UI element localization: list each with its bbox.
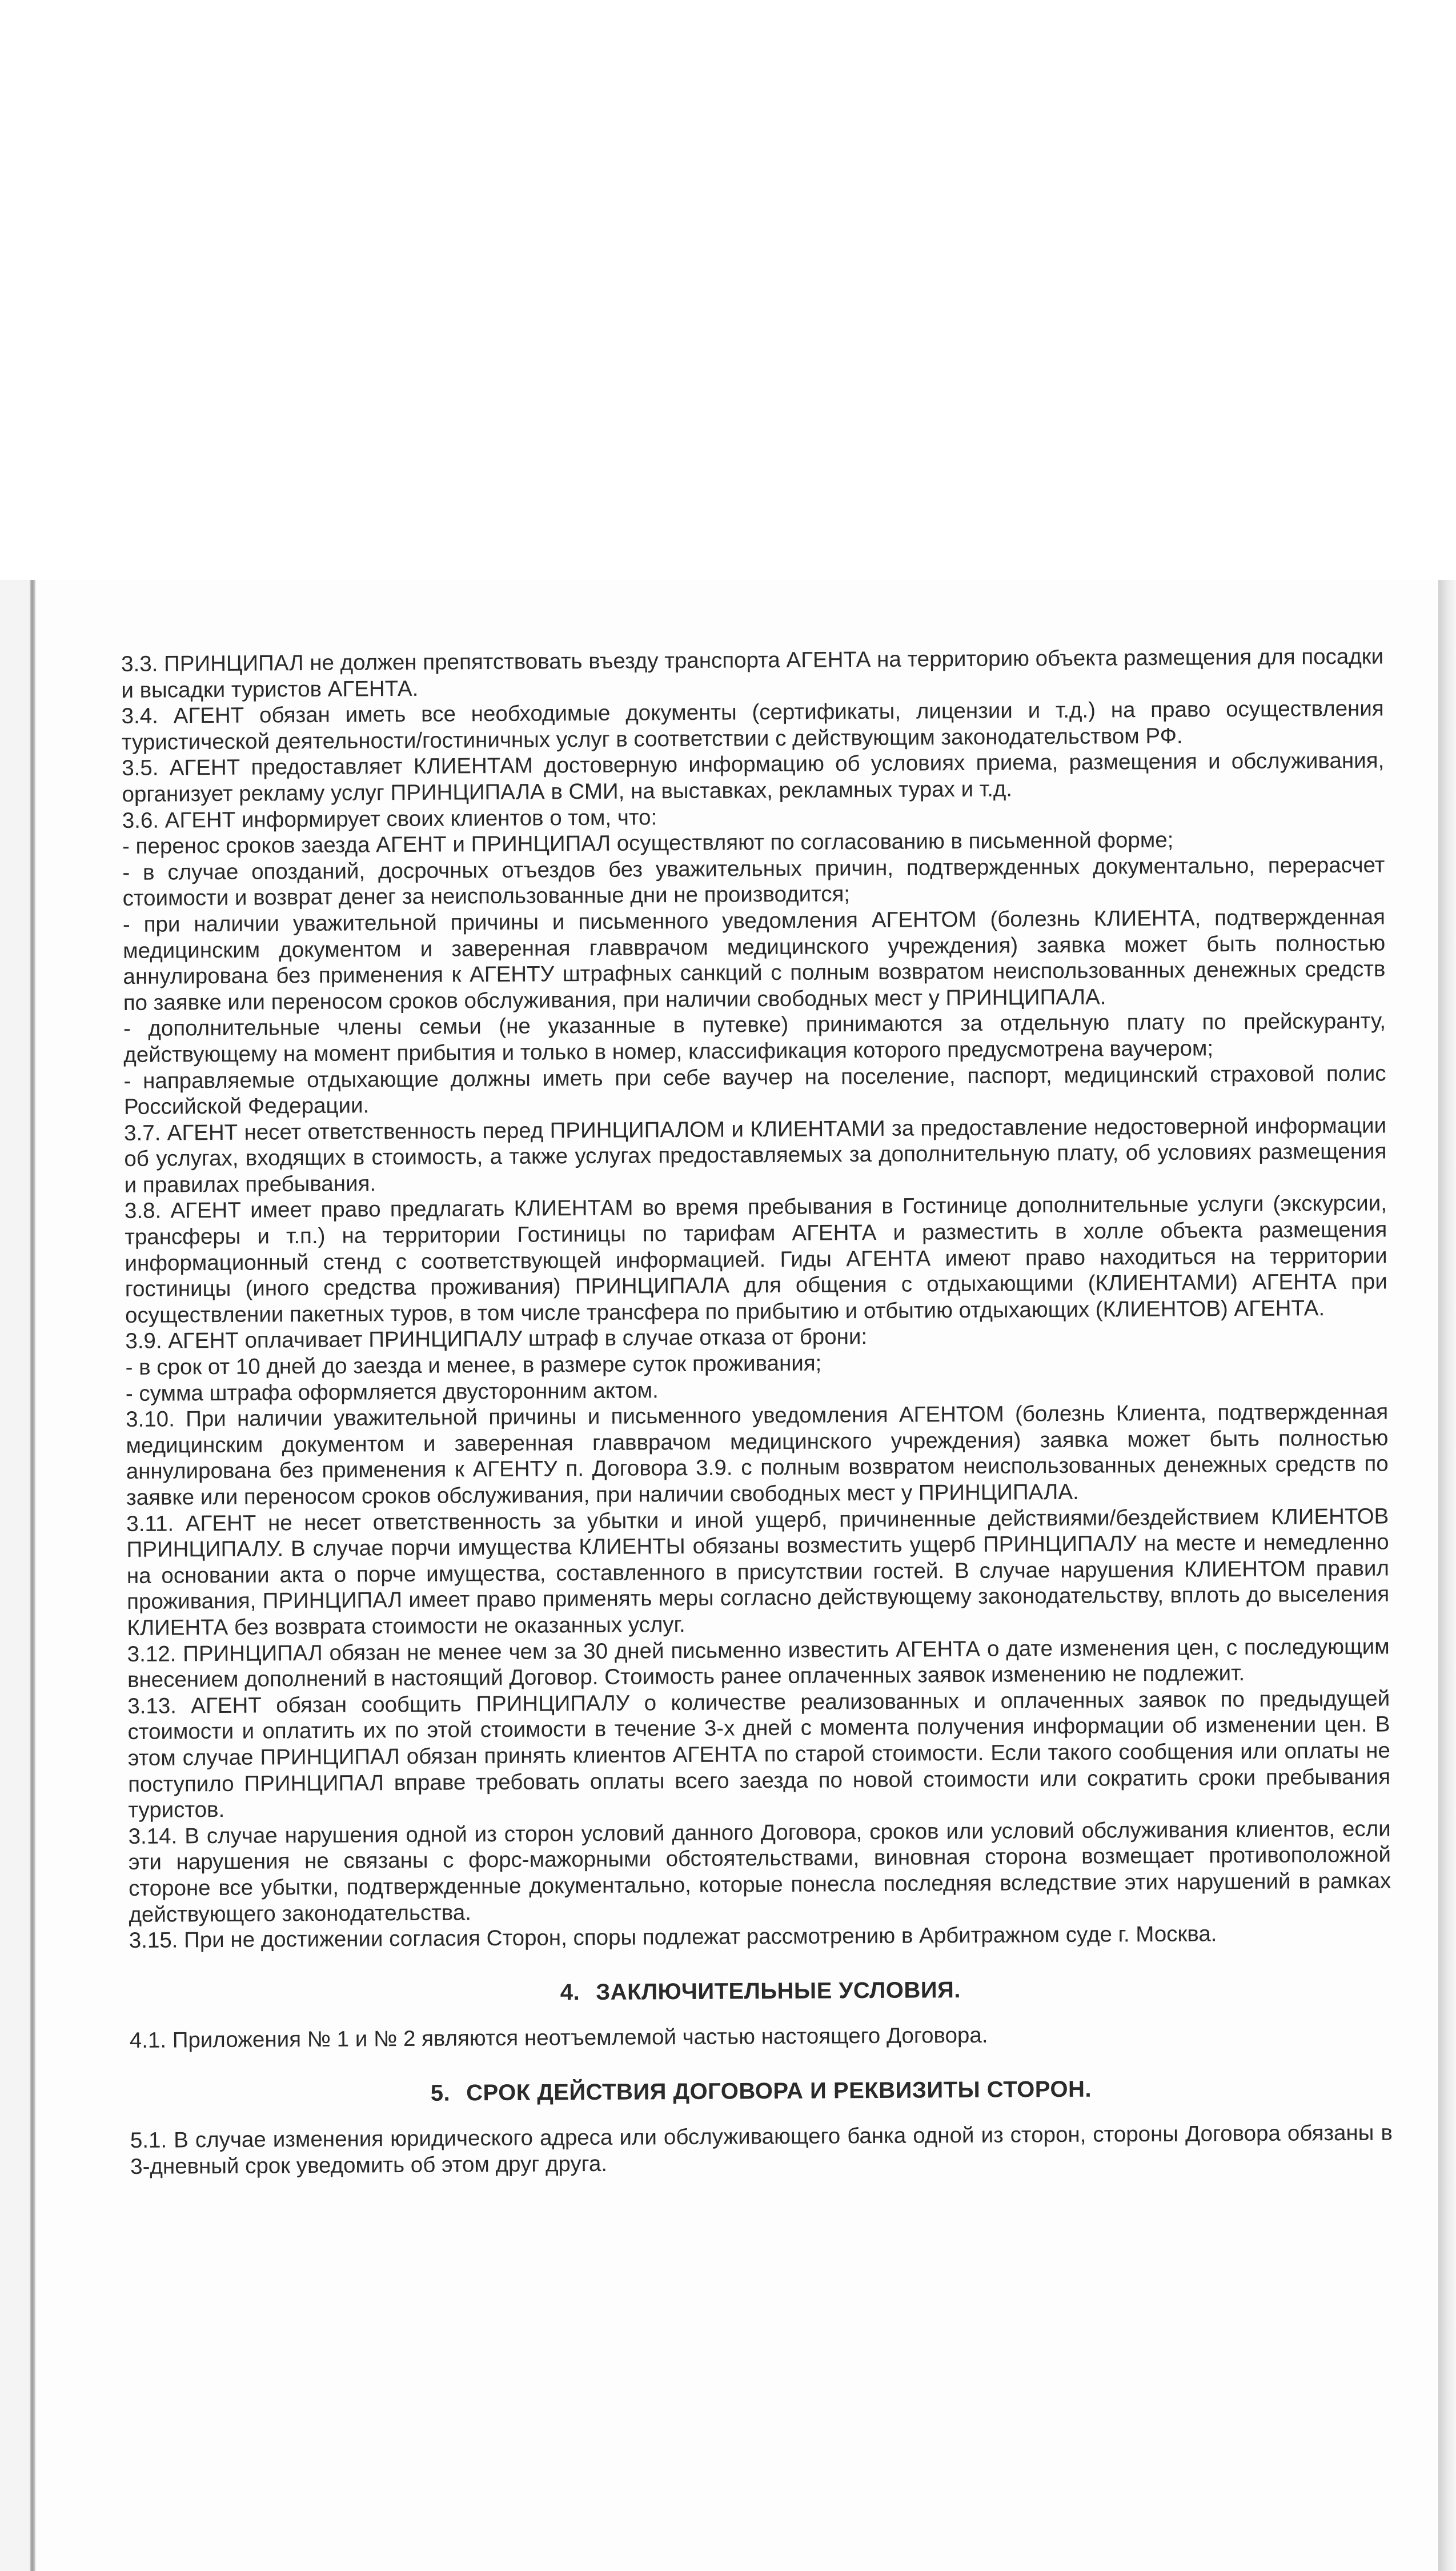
clause-3-7: 3.7. АГЕНТ несет ответственность перед ПРИНЦИПАЛОМ и КЛИЕНТАМИ за предоставление недостоверной информации об услугах, входящих в стоимость, а также услугах предоставляемых за дополнительную плату, об условиях размещения и правилах пребывания. [124, 1113, 1387, 1198]
clause-3-10: 3.10. При наличии уважительной причины и письменного уведомления АГЕНТОМ (болезнь Клиента, подтвержденная медицинским документом и заверенная главврачом медицинского учреждения) заявка может быть полностью аннулирована без применения к АГЕНТУ п. Договора 3.9. с полным возвратом неиспользованных денежных средств по заявке или переносом сроков обслуживания, при наличии свободных мест у ПРИНЦИПАЛА. [126, 1399, 1389, 1510]
clause-3-5: 3.5. АГЕНТ предоставляет КЛИЕНТАМ достоверную информацию об условиях приема, размещения и обслуживания, организует рекламу услуг ПРИНЦИПАЛА в СМИ, на выставках, рекламных турах и т.д. [122, 748, 1385, 807]
scan-right-edge-shadow [1438, 580, 1456, 2571]
clause-3-6-item: - в случае опозданий, досрочных отъездов без уважительных причин, подтвержденных документально, перерасчет стоимости и возврат денег за неиспользованные дни не производится; [122, 852, 1385, 911]
clause-3-14: 3.14. В случае нарушения одной из сторон условий данного Договора, сроков или условий обслуживания клиентов, если эти нарушения не связаны с форс-мажорными обстоятельствами, виновная сторона возмещает противоположной стороне все убытки, подтвержденные документально, которые понесла последняя вследствие этих нарушений в рамках действующего законодательства. [128, 1816, 1391, 1927]
clause-3-13: 3.13. АГЕНТ обязан сообщить ПРИНЦИПАЛУ о количестве реализованных и оплаченных заявок по предыдущей стоимости и оплатить их по этой стоимости в течение 3-х дней с момента получения информации об изменении цен. В этом случае ПРИНЦИПАЛ обязан принять клиентов АГЕНТА по старой стоимости. Если такого сообщения или оплаты не поступило ПРИНЦИПАЛ вправе требовать оплаты всего заезда по новой стоимости или сократить сроки пребывания туристов. [127, 1686, 1391, 1823]
clause-3-9-item: - в срок от 10 дней до заезда и менее, в размере суток проживания; [125, 1351, 822, 1380]
clause-3-6-item: - при наличии уважительной причины и письменного уведомления АГЕНТОМ (болезнь КЛИЕНТА, подтвержденная медицинским документом и заверенная главврачом медицинского учреждения) заявка может быть полностью аннулирована без применения к АГЕНТУ штрафных санкций с полным возвратом неиспользованных денежных средств по заявке или переносом сроков обслуживания, при наличии свободных мест у ПРИНЦИПАЛА. [122, 904, 1386, 1015]
clause-3-15: 3.15. При не достижении согласия Сторон, споры подлежат рассмотрению в Арбитражном суде г. Москва. [129, 1921, 1217, 1953]
clause-3-9: 3.9. АГЕНТ оплачивает ПРИНЦИПАЛУ штраф в случае отказа от брони: [125, 1324, 868, 1354]
clause-3-6-item: - направляемые отдыхающие должны иметь при себе ваучер на поселение, паспорт, медицинский страховой полис Российской Федерации. [123, 1060, 1386, 1120]
section-4-title: ЗАКЛЮЧИТЕЛЬНЫЕ УСЛОВИЯ. [596, 1977, 961, 2005]
section-5-title: СРОК ДЕЙСТВИЯ ДОГОВОРА И РЕКВИЗИТЫ СТОРОН. [466, 2076, 1092, 2106]
clause-3-3: 3.3. ПРИНЦИПАЛ не должен препятствовать въезду транспорта АГЕНТА на территорию объекта размещения для посадки и высадки туристов АГЕНТА. [121, 644, 1384, 703]
clause-3-6-item: - перенос сроков заезда АГЕНТ и ПРИНЦИПАЛ осуществляют по согласованию в письменной форме; [122, 827, 1174, 859]
blank-top-area [0, 0, 1456, 580]
clause-3-6: 3.6. АГЕНТ информирует своих клиентов о том, что: [122, 804, 657, 833]
clause-3-11: 3.11. АГЕНТ не несет ответственность за убытки и иной ущерб, причиненные действиями/бездействием КЛИЕНТОВ ПРИНЦИПАЛУ. В случае порчи имущества КЛИЕНТЫ обязаны возместить ущерб ПРИНЦИПАЛУ на месте и немедленно на основании акта о порче имущества, составленного в присутствии гостей. В случае нарушения КЛИЕНТОМ правил проживания, ПРИНЦИПАЛ имеет право применять меры согласно действующему законодательству, вплоть до выселения КЛИЕНТА без возврата стоимости не оказанных услуг. [126, 1504, 1390, 1640]
scan-left-edge-shadow [30, 580, 35, 2571]
clause-3-8: 3.8. АГЕНТ имеет право предлагать КЛИЕНТАМ во время пребывания в Гостинице дополнительные услуги (экскурсии, трансферы и т.п.) на территории Гостиницы по тарифам АГЕНТА и разместить в холле объекта размещения информационный стенд с соответствующей информацией. Гиды АГЕНТА имеют право находиться на территории гостиницы (иного средства проживания) ПРИНЦИПАЛА для общения с отдыхающими (КЛИЕНТАМИ) АГЕНТА при осуществлении пакетных туров, в том числе трансфера по прибытию и отбытию отдыхающих (КЛИЕНТОВ) АГЕНТА. [124, 1191, 1387, 1328]
section-4-heading [129, 1975, 1391, 2008]
clause-3-6-item: - дополнительные члены семьи (не указанные в путевке) принимаются за отдельную плату по прейскуранту, действующему на момент прибытия и только в номер, классификация которого предусмотрена ваучером; [123, 1008, 1386, 1067]
clause-3-9-item: - сумма штрафа оформляется двусторонним актом. [125, 1377, 659, 1406]
scan-left-margin [0, 580, 30, 2571]
clause-4-1: 4.1. Приложения № 1 и № 2 являются неотъемлемой частью настоящего Договора. [129, 2023, 988, 2053]
section-4-number: 4. [560, 1979, 580, 2005]
clause-3-12: 3.12. ПРИНЦИПАЛ обязан не менее чем за 30 дней письменно известить АГЕНТА о дате изменения цен, с последующим внесением дополнений в настоящий Договор. Стоимость ранее оплаченных заявок изменению не подлежит. [127, 1634, 1390, 1693]
section-5-heading [130, 2075, 1392, 2108]
section-5-number: 5. [430, 2080, 451, 2106]
clause-5-1: 5.1. В случае изменения юридического адреса или обслуживающего банка одной из сторон, стороны Договора обязаны в 3-дневный срок уведомить об этом друг друга. [130, 2120, 1393, 2180]
contract-text-body [121, 644, 1393, 2180]
clause-3-4: 3.4. АГЕНТ обязан иметь все необходимые документы (сертификаты, лицензии и т.д.) на право осуществления туристической деятельности/гостиничных услуг в соответствии с действующим законодательством РФ. [121, 696, 1384, 755]
